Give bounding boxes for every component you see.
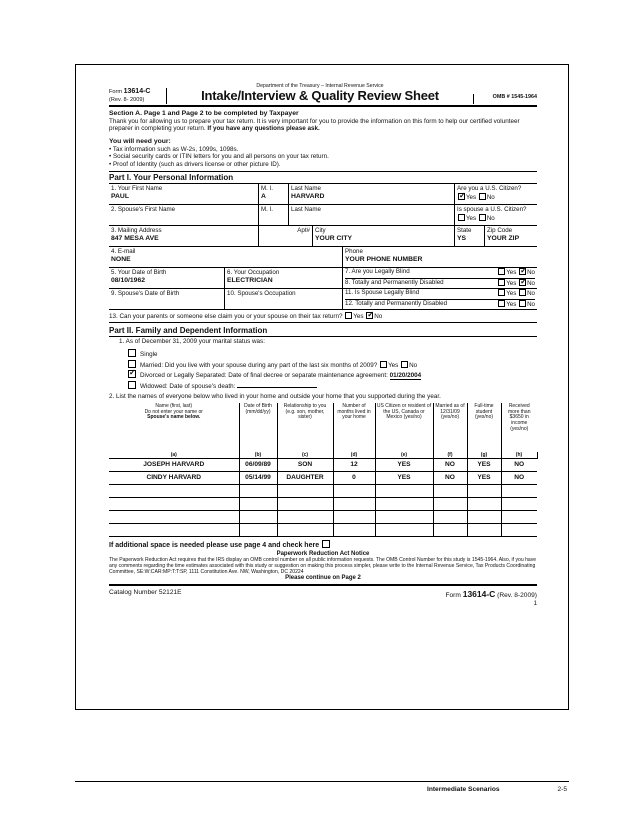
spouse-blind-yes-checkbox[interactable] bbox=[498, 289, 505, 296]
pra-text: The Paperwork Reduction Act requires that the IRS display an OMB control number on all public information requests. The OMB Control Number for this study is 1545-1964. Also, if you have any comments regarding the time estimates associated with this study or suggestion on making this process simpler, please write to the Internal Revenue Service, Tax Products Coordinating Committee, SE:W:CAR:MP:T:T:SP, 1111 Constitution Ave. NW, Washington, DC 20224 bbox=[109, 556, 537, 575]
catalog-number: Catalog Number 52121E bbox=[109, 588, 182, 596]
col-dob-header: Date of Birth (mm/dd/yy) bbox=[239, 403, 277, 452]
spouse-occupation-field[interactable]: 10. Spouse's Occupation bbox=[225, 289, 343, 309]
table-cell[interactable]: YES bbox=[375, 459, 433, 472]
form-page-number: 1 bbox=[533, 599, 537, 607]
marital-widowed: Widowed: Date of spouse's death: bbox=[127, 381, 537, 392]
you-will-need-heading: You will need your: bbox=[109, 137, 171, 145]
spouse-death-date-field[interactable] bbox=[237, 381, 317, 388]
spouse-citizen-no-checkbox[interactable] bbox=[479, 214, 486, 221]
list-item: • Proof of Identity (such as drivers license or other picture ID). bbox=[109, 161, 537, 169]
col-name-header: Name (first, last) Do not enter your name or Spouse's name below. bbox=[109, 403, 239, 452]
part-2-heading: Part II. Family and Dependent Information bbox=[109, 325, 537, 338]
birth-occupation-row bbox=[109, 268, 537, 289]
claimed-dependent-question: 13. Can your parents or someone else claim you or your spouse on their tax return? Yes ✓ No bbox=[109, 310, 537, 323]
spouse-blind-no-checkbox[interactable] bbox=[519, 289, 526, 296]
col-citizen-header: US Citizen or resident of the US, Canada or Mexico (yes/no) bbox=[375, 403, 433, 452]
occupation-field[interactable]: 6. Your Occupation ELECTRICIAN bbox=[225, 268, 343, 288]
mailing-address-field[interactable]: 3. Mailing Address 847 MESA AVE bbox=[109, 226, 259, 246]
lived-with-spouse-yes-checkbox[interactable] bbox=[380, 361, 387, 368]
divorce-date-field[interactable]: 01/20/2004 bbox=[389, 372, 422, 380]
spouse-last-name-field[interactable]: Last Name bbox=[289, 205, 455, 225]
needs-list bbox=[109, 146, 537, 169]
divorced-checkbox[interactable] bbox=[128, 370, 136, 378]
blind-yes-checkbox[interactable] bbox=[498, 268, 505, 275]
table-cell[interactable]: SON bbox=[277, 459, 333, 472]
first-name-field[interactable]: 1. Your First Name PAUL bbox=[109, 184, 259, 204]
form-number: 13614-C bbox=[123, 87, 151, 95]
spouse-name-row bbox=[109, 205, 537, 226]
city-field[interactable]: City YOUR CITY bbox=[313, 226, 455, 246]
form-footer: Catalog Number 52121E Form 13614-C (Rev. 8-2009) bbox=[109, 588, 537, 599]
last-name-field[interactable]: Last Name HARVARD bbox=[289, 184, 455, 204]
col-relationship-header: Relationship to you (e.g. son, mother, sister) bbox=[277, 403, 333, 452]
phone-field[interactable]: Phone YOUR PHONE NUMBER bbox=[345, 248, 423, 263]
col-months-header: Number of months lived in your home bbox=[333, 403, 375, 452]
form-page bbox=[75, 64, 569, 710]
table-row[interactable] bbox=[109, 498, 537, 511]
table-row bbox=[109, 472, 537, 485]
omb-number: OMB # 1545-1964 bbox=[473, 94, 537, 103]
department-line: Department of the Treasury – Internal Revenue Service bbox=[256, 83, 384, 89]
middle-initial-field[interactable]: M. I. A bbox=[259, 184, 289, 204]
date-of-birth-field[interactable]: 5. Your Date of Birth 08/10/1962 bbox=[109, 268, 225, 288]
section-a-heading: Section A. Page 1 and Page 2 to be completed by Taxpayer bbox=[109, 109, 299, 117]
part-1-heading: Part I. Your Personal Information bbox=[109, 171, 537, 185]
footer-form-number: 13614-C bbox=[462, 588, 496, 599]
claimed-no-checkbox[interactable] bbox=[366, 312, 373, 319]
name-row bbox=[109, 184, 537, 205]
single-checkbox[interactable] bbox=[128, 349, 136, 357]
citizen-no-checkbox[interactable] bbox=[479, 193, 486, 200]
form-13614c bbox=[109, 83, 537, 607]
dependent-name-cell[interactable]: CINDY HARVARD bbox=[109, 472, 239, 485]
form-header bbox=[109, 83, 537, 107]
claimed-yes-checkbox[interactable] bbox=[345, 312, 352, 319]
dependent-name-cell[interactable]: JOSEPH HARVARD bbox=[109, 459, 239, 472]
dependents-table bbox=[109, 403, 538, 538]
section-a-intro: Thank you for allowing us to prepare your tax return. It is very important for you to provide the information on this form to help our certified volunteer preparer in completing your return. If you have any questions please ask. bbox=[109, 117, 520, 133]
table-row[interactable] bbox=[109, 511, 537, 524]
spouse-middle-initial-field[interactable]: M. I. bbox=[259, 205, 289, 225]
married-checkbox[interactable] bbox=[128, 360, 136, 368]
address-row bbox=[109, 226, 537, 247]
spouse-citizen-yes-checkbox[interactable] bbox=[458, 214, 465, 221]
list-item: • Social security cards or ITIN letters for you and all persons on your tax return. bbox=[109, 153, 537, 161]
additional-space-checkbox[interactable] bbox=[322, 540, 330, 548]
citizen-yes-checkbox[interactable] bbox=[458, 193, 465, 200]
disabled-yes-checkbox[interactable] bbox=[498, 279, 505, 286]
lived-with-spouse-no-checkbox[interactable] bbox=[401, 361, 408, 368]
table-row bbox=[109, 459, 537, 472]
form-title: Intake/Interview & Quality Review Sheet bbox=[201, 88, 439, 104]
apt-field[interactable]: Apt# bbox=[259, 226, 313, 246]
table-cell[interactable]: NO bbox=[501, 472, 537, 485]
page-footer-number: 2-5 bbox=[557, 786, 567, 793]
marital-divorced: ✓Divorced or Legally Separated: Date of final decree or separate maintenance agreement: 01/20/2004 bbox=[127, 370, 537, 381]
table-cell[interactable]: YES bbox=[375, 472, 433, 485]
spouse-disabled-no-checkbox[interactable] bbox=[519, 300, 526, 307]
form-revision: (Rev. 8- 2009) bbox=[109, 96, 145, 103]
table-cell[interactable]: NO bbox=[501, 459, 537, 472]
spouse-disabled-yes-checkbox[interactable] bbox=[498, 300, 505, 307]
form-number-block bbox=[109, 88, 167, 104]
marital-status-question: 1. As of December 31, 2009 your marital status was: bbox=[119, 338, 265, 346]
widowed-checkbox[interactable] bbox=[128, 381, 136, 389]
continue-note: Please continue on Page 2 bbox=[109, 575, 537, 585]
col-married-header: Married as of 12/31/09 (yes/no) bbox=[433, 403, 467, 452]
column-letters-row: (a) (b) (c) (d) (e) (f) (g) (h) bbox=[109, 452, 537, 459]
spouse-citizen-question: Is spouse a U.S. Citizen? Yes No bbox=[457, 206, 527, 222]
table-cell[interactable]: YES bbox=[467, 459, 501, 472]
table-cell[interactable]: 0 bbox=[333, 472, 375, 485]
marital-married: Married: Did you live with your spouse during any part of the last six months of 2009? Yes No bbox=[127, 360, 537, 371]
blind-no-checkbox[interactable] bbox=[519, 268, 526, 275]
col-student-header: Full-time student (yes/no) bbox=[467, 403, 501, 452]
form-prefix: Form bbox=[109, 88, 123, 95]
contact-row bbox=[109, 247, 537, 268]
table-cell[interactable]: 06/09/89 bbox=[239, 459, 277, 472]
table-row[interactable] bbox=[109, 485, 537, 498]
blind-disabled-questions: 7. Are you Legally Blind Yes ✓ No 8. Totally and Permanently Disabled Yes ✓ No bbox=[343, 268, 537, 288]
spouse-first-name-field[interactable]: 2. Spouse's First Name bbox=[109, 205, 259, 225]
table-cell[interactable]: 12 bbox=[333, 459, 375, 472]
dependents-question: 2. List the names of everyone below who lived in your home and outside your home that you supported during the year. bbox=[109, 393, 441, 401]
additional-space-note: If additional space is needed please use page 4 and check here bbox=[109, 540, 537, 550]
spouse-date-of-birth-field[interactable]: 9. Spouse's Date of Birth bbox=[109, 289, 225, 309]
list-item: • Tax information such as W-2s, 1099s, 1098s. bbox=[109, 146, 537, 154]
marital-single: Single bbox=[127, 349, 537, 360]
email-field[interactable]: 4. E-mail NONE bbox=[109, 247, 343, 267]
page-footer-title: Intermediate Scenarios bbox=[427, 786, 500, 793]
col-income-header: Received more than $3650 in income (yes/no) bbox=[507, 402, 531, 432]
citizen-question: Are you a U.S. Citizen? ✓Yes No bbox=[455, 184, 537, 204]
ask-questions-note: If you have any questions please ask. bbox=[207, 125, 320, 133]
table-cell[interactable]: NO bbox=[433, 472, 467, 485]
table-cell[interactable]: NO bbox=[433, 459, 467, 472]
table-cell[interactable]: YES bbox=[467, 472, 501, 485]
pra-title: Paperwork Reduction Act Notice bbox=[276, 550, 370, 557]
spouse-birth-occupation-row bbox=[109, 289, 537, 310]
state-field[interactable]: State YS bbox=[455, 226, 485, 246]
page-footer bbox=[75, 781, 569, 795]
table-cell[interactable]: DAUGHTER bbox=[277, 472, 333, 485]
disabled-no-checkbox[interactable] bbox=[519, 279, 526, 286]
zip-field[interactable]: Zip Code YOUR ZIP bbox=[487, 227, 520, 242]
table-cell[interactable]: 05/14/99 bbox=[239, 472, 277, 485]
table-row[interactable] bbox=[109, 524, 537, 537]
spouse-blind-disabled-questions: 11. Is Spouse Legally Blind Yes No 12. Totally and Permanently Disabled Yes No bbox=[345, 289, 535, 309]
